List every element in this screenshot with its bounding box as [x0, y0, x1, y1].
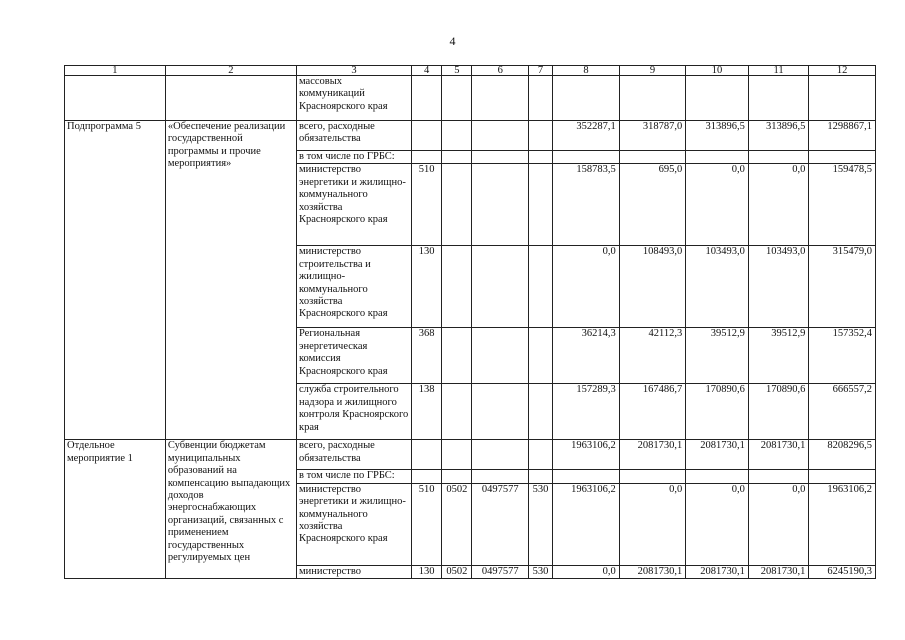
header-cell: 8	[553, 66, 620, 76]
value-cell: 157352,4	[809, 328, 876, 384]
table-cell	[809, 470, 876, 483]
value-cell: 108493,0	[619, 246, 686, 328]
code-cell: 530	[528, 483, 552, 565]
code-cell	[442, 440, 472, 470]
value-cell: 0,0	[748, 164, 809, 246]
table-cell	[619, 470, 686, 483]
value-cell: 2081730,1	[686, 565, 749, 578]
header-cell: 11	[748, 66, 809, 76]
table-row	[65, 121, 876, 151]
code-cell: 0502	[442, 565, 472, 578]
header-cell: 3	[296, 66, 411, 76]
table-cell	[411, 76, 441, 121]
code-cell	[442, 121, 472, 151]
table-cell	[809, 76, 876, 121]
value-cell: 39512,9	[748, 328, 809, 384]
value-cell: 0,0	[553, 565, 620, 578]
value-cell: 2081730,1	[619, 565, 686, 578]
grbs-cell: в том числе по ГРБС:	[296, 470, 411, 483]
table-cell	[528, 76, 552, 121]
code-cell	[472, 164, 528, 246]
table-cell	[472, 151, 528, 164]
grbs-cell: всего, расходные обязательства	[296, 121, 411, 151]
grbs-cell: министерство	[296, 565, 411, 578]
value-cell: 159478,5	[809, 164, 876, 246]
header-cell: 7	[528, 66, 552, 76]
code-cell	[528, 164, 552, 246]
table-cell	[442, 151, 472, 164]
table-cell	[442, 76, 472, 121]
value-cell: 315479,0	[809, 246, 876, 328]
header-cell: 12	[809, 66, 876, 76]
code-cell	[442, 384, 472, 440]
value-cell: 0,0	[686, 164, 749, 246]
table-cell	[411, 470, 441, 483]
table-cell	[748, 470, 809, 483]
value-cell: 1963106,2	[553, 440, 620, 470]
code-cell: 0497577	[472, 483, 528, 565]
value-cell: 313896,5	[686, 121, 749, 151]
grbs-cell: массовых коммуникаций Красноярского края	[296, 76, 411, 121]
code-cell	[528, 440, 552, 470]
program-title-cell: «Обеспечение реализации государственной программы и прочие мероприятия»	[165, 121, 296, 440]
value-cell: 8208296,5	[809, 440, 876, 470]
code-cell: 0502	[442, 483, 472, 565]
code-cell: 530	[528, 565, 552, 578]
value-cell: 36214,3	[553, 328, 620, 384]
header-row	[65, 66, 876, 76]
code-cell	[472, 440, 528, 470]
table-cell	[809, 151, 876, 164]
value-cell: 352287,1	[553, 121, 620, 151]
table-cell	[748, 76, 809, 121]
value-cell: 2081730,1	[619, 440, 686, 470]
header-cell: 2	[165, 66, 296, 76]
code-cell	[472, 121, 528, 151]
table-cell	[686, 76, 749, 121]
code-cell	[528, 328, 552, 384]
value-cell: 42112,3	[619, 328, 686, 384]
value-cell: 0,0	[619, 483, 686, 565]
table-cell	[686, 470, 749, 483]
value-cell: 2081730,1	[686, 440, 749, 470]
value-cell: 167486,7	[619, 384, 686, 440]
value-cell: 2081730,1	[748, 565, 809, 578]
table-cell	[528, 151, 552, 164]
value-cell: 666557,2	[809, 384, 876, 440]
value-cell: 103493,0	[748, 246, 809, 328]
table-cell	[472, 76, 528, 121]
header-cell: 5	[442, 66, 472, 76]
value-cell: 1963106,2	[809, 483, 876, 565]
table-cell	[553, 151, 620, 164]
budget-table	[64, 65, 876, 579]
grbs-cell: Региональная энергетическая комиссия Красноярского края	[296, 328, 411, 384]
value-cell: 170890,6	[748, 384, 809, 440]
program-name-cell: Подпрограмма 5	[65, 121, 166, 440]
value-cell: 103493,0	[686, 246, 749, 328]
table-cell	[442, 470, 472, 483]
code-cell	[411, 440, 441, 470]
code-cell	[472, 328, 528, 384]
code-cell: 138	[411, 384, 441, 440]
grbs-cell: министерство энергетики и жилищно-коммунального хозяйства Красноярского края	[296, 164, 411, 246]
table-cell	[619, 151, 686, 164]
grbs-cell: всего, расходные обязательства	[296, 440, 411, 470]
grbs-cell: министерство строительства и жилищно-коммунального хозяйства Красноярского края	[296, 246, 411, 328]
value-cell: 2081730,1	[748, 440, 809, 470]
table-cell	[748, 151, 809, 164]
table-cell	[619, 76, 686, 121]
value-cell: 170890,6	[686, 384, 749, 440]
header-cell: 1	[65, 66, 166, 76]
header-cell: 10	[686, 66, 749, 76]
code-cell: 130	[411, 246, 441, 328]
value-cell: 158783,5	[553, 164, 620, 246]
table-cell	[686, 151, 749, 164]
code-cell	[528, 384, 552, 440]
grbs-cell: служба строительного надзора и жилищного контроля Красноярского края	[296, 384, 411, 440]
value-cell: 0,0	[748, 483, 809, 565]
table-cell	[472, 470, 528, 483]
table-row	[65, 76, 876, 121]
table-cell	[528, 470, 552, 483]
table-cell	[165, 76, 296, 121]
code-cell	[528, 121, 552, 151]
table-cell	[553, 470, 620, 483]
program-title-cell: Субвенции бюджетам муниципальных образований на компенсацию выпадающих доходов энергоснабжающих организаций, связанных с применением государственных регулируемых цен	[165, 440, 296, 579]
code-cell: 510	[411, 483, 441, 565]
page-number: 4	[449, 34, 456, 48]
grbs-cell: министерство энергетики и жилищно-коммунального хозяйства Красноярского края	[296, 483, 411, 565]
code-cell	[442, 164, 472, 246]
code-cell	[442, 246, 472, 328]
value-cell: 0,0	[553, 246, 620, 328]
code-cell	[411, 121, 441, 151]
value-cell: 313896,5	[748, 121, 809, 151]
header-cell: 4	[411, 66, 441, 76]
code-cell	[442, 328, 472, 384]
value-cell: 39512,9	[686, 328, 749, 384]
table-cell	[65, 76, 166, 121]
code-cell: 130	[411, 565, 441, 578]
value-cell: 157289,3	[553, 384, 620, 440]
code-cell	[472, 246, 528, 328]
value-cell: 1298867,1	[809, 121, 876, 151]
program-name-cell: Отдельное мероприятие 1	[65, 440, 166, 579]
table-cell	[411, 151, 441, 164]
table-row	[65, 440, 876, 470]
code-cell: 368	[411, 328, 441, 384]
value-cell: 1963106,2	[553, 483, 620, 565]
header-cell: 9	[619, 66, 686, 76]
grbs-cell: в том числе по ГРБС:	[296, 151, 411, 164]
value-cell: 6245190,3	[809, 565, 876, 578]
header-cell: 6	[472, 66, 528, 76]
value-cell: 318787,0	[619, 121, 686, 151]
code-cell	[472, 384, 528, 440]
value-cell: 0,0	[686, 483, 749, 565]
table-cell	[553, 76, 620, 121]
code-cell: 510	[411, 164, 441, 246]
code-cell	[528, 246, 552, 328]
value-cell: 695,0	[619, 164, 686, 246]
code-cell: 0497577	[472, 565, 528, 578]
